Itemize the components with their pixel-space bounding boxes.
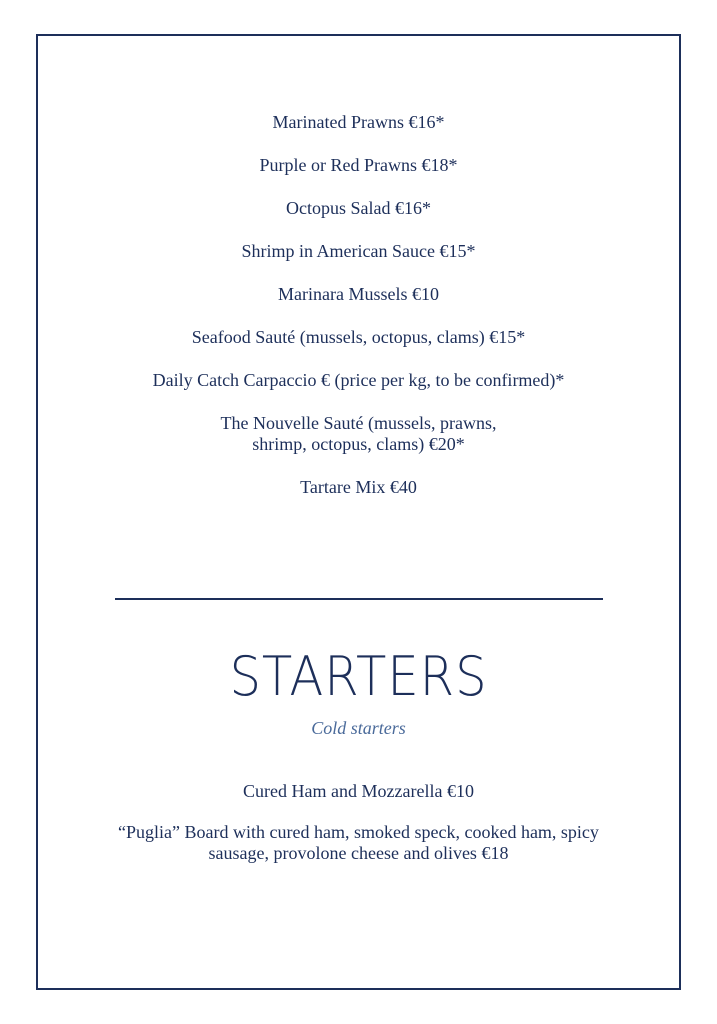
starters-menu-list: [36, 781, 681, 884]
menu-item-purple-red-prawns: Purple or Red Prawns €18*: [259, 155, 458, 175]
menu-item-puglia-board: “Puglia” Board with cured ham, smoked speck, cooked ham, spicy sausage, provolone cheese and olives €18: [118, 822, 599, 863]
menu-item-marinated-prawns: Marinated Prawns €16*: [272, 112, 445, 132]
menu-item-marinara-mussels: Marinara Mussels €10: [278, 284, 439, 304]
menu-item-daily-catch-carpaccio: Daily Catch Carpaccio € (price per kg, to be confirmed)*: [152, 370, 565, 390]
section-subtitle: Cold starters: [311, 718, 406, 738]
menu-item-nouvelle-saute: The Nouvelle Sauté (mussels, prawns, shrimp, octopus, clams) €20*: [220, 413, 497, 454]
section-title: STARTERS: [229, 645, 488, 708]
section-divider: [115, 598, 603, 600]
menu-item-cured-ham-mozzarella: Cured Ham and Mozzarella €10: [243, 781, 474, 801]
menu-item-seafood-saute: Seafood Sauté (mussels, octopus, clams) €15*: [191, 327, 526, 347]
menu-item-shrimp-american-sauce: Shrimp in American Sauce €15*: [241, 241, 476, 261]
seafood-menu-list: [36, 112, 681, 520]
menu-item-tartare-mix: Tartare Mix €40: [300, 477, 417, 497]
menu-item-octopus-salad: Octopus Salad €16*: [286, 198, 431, 218]
